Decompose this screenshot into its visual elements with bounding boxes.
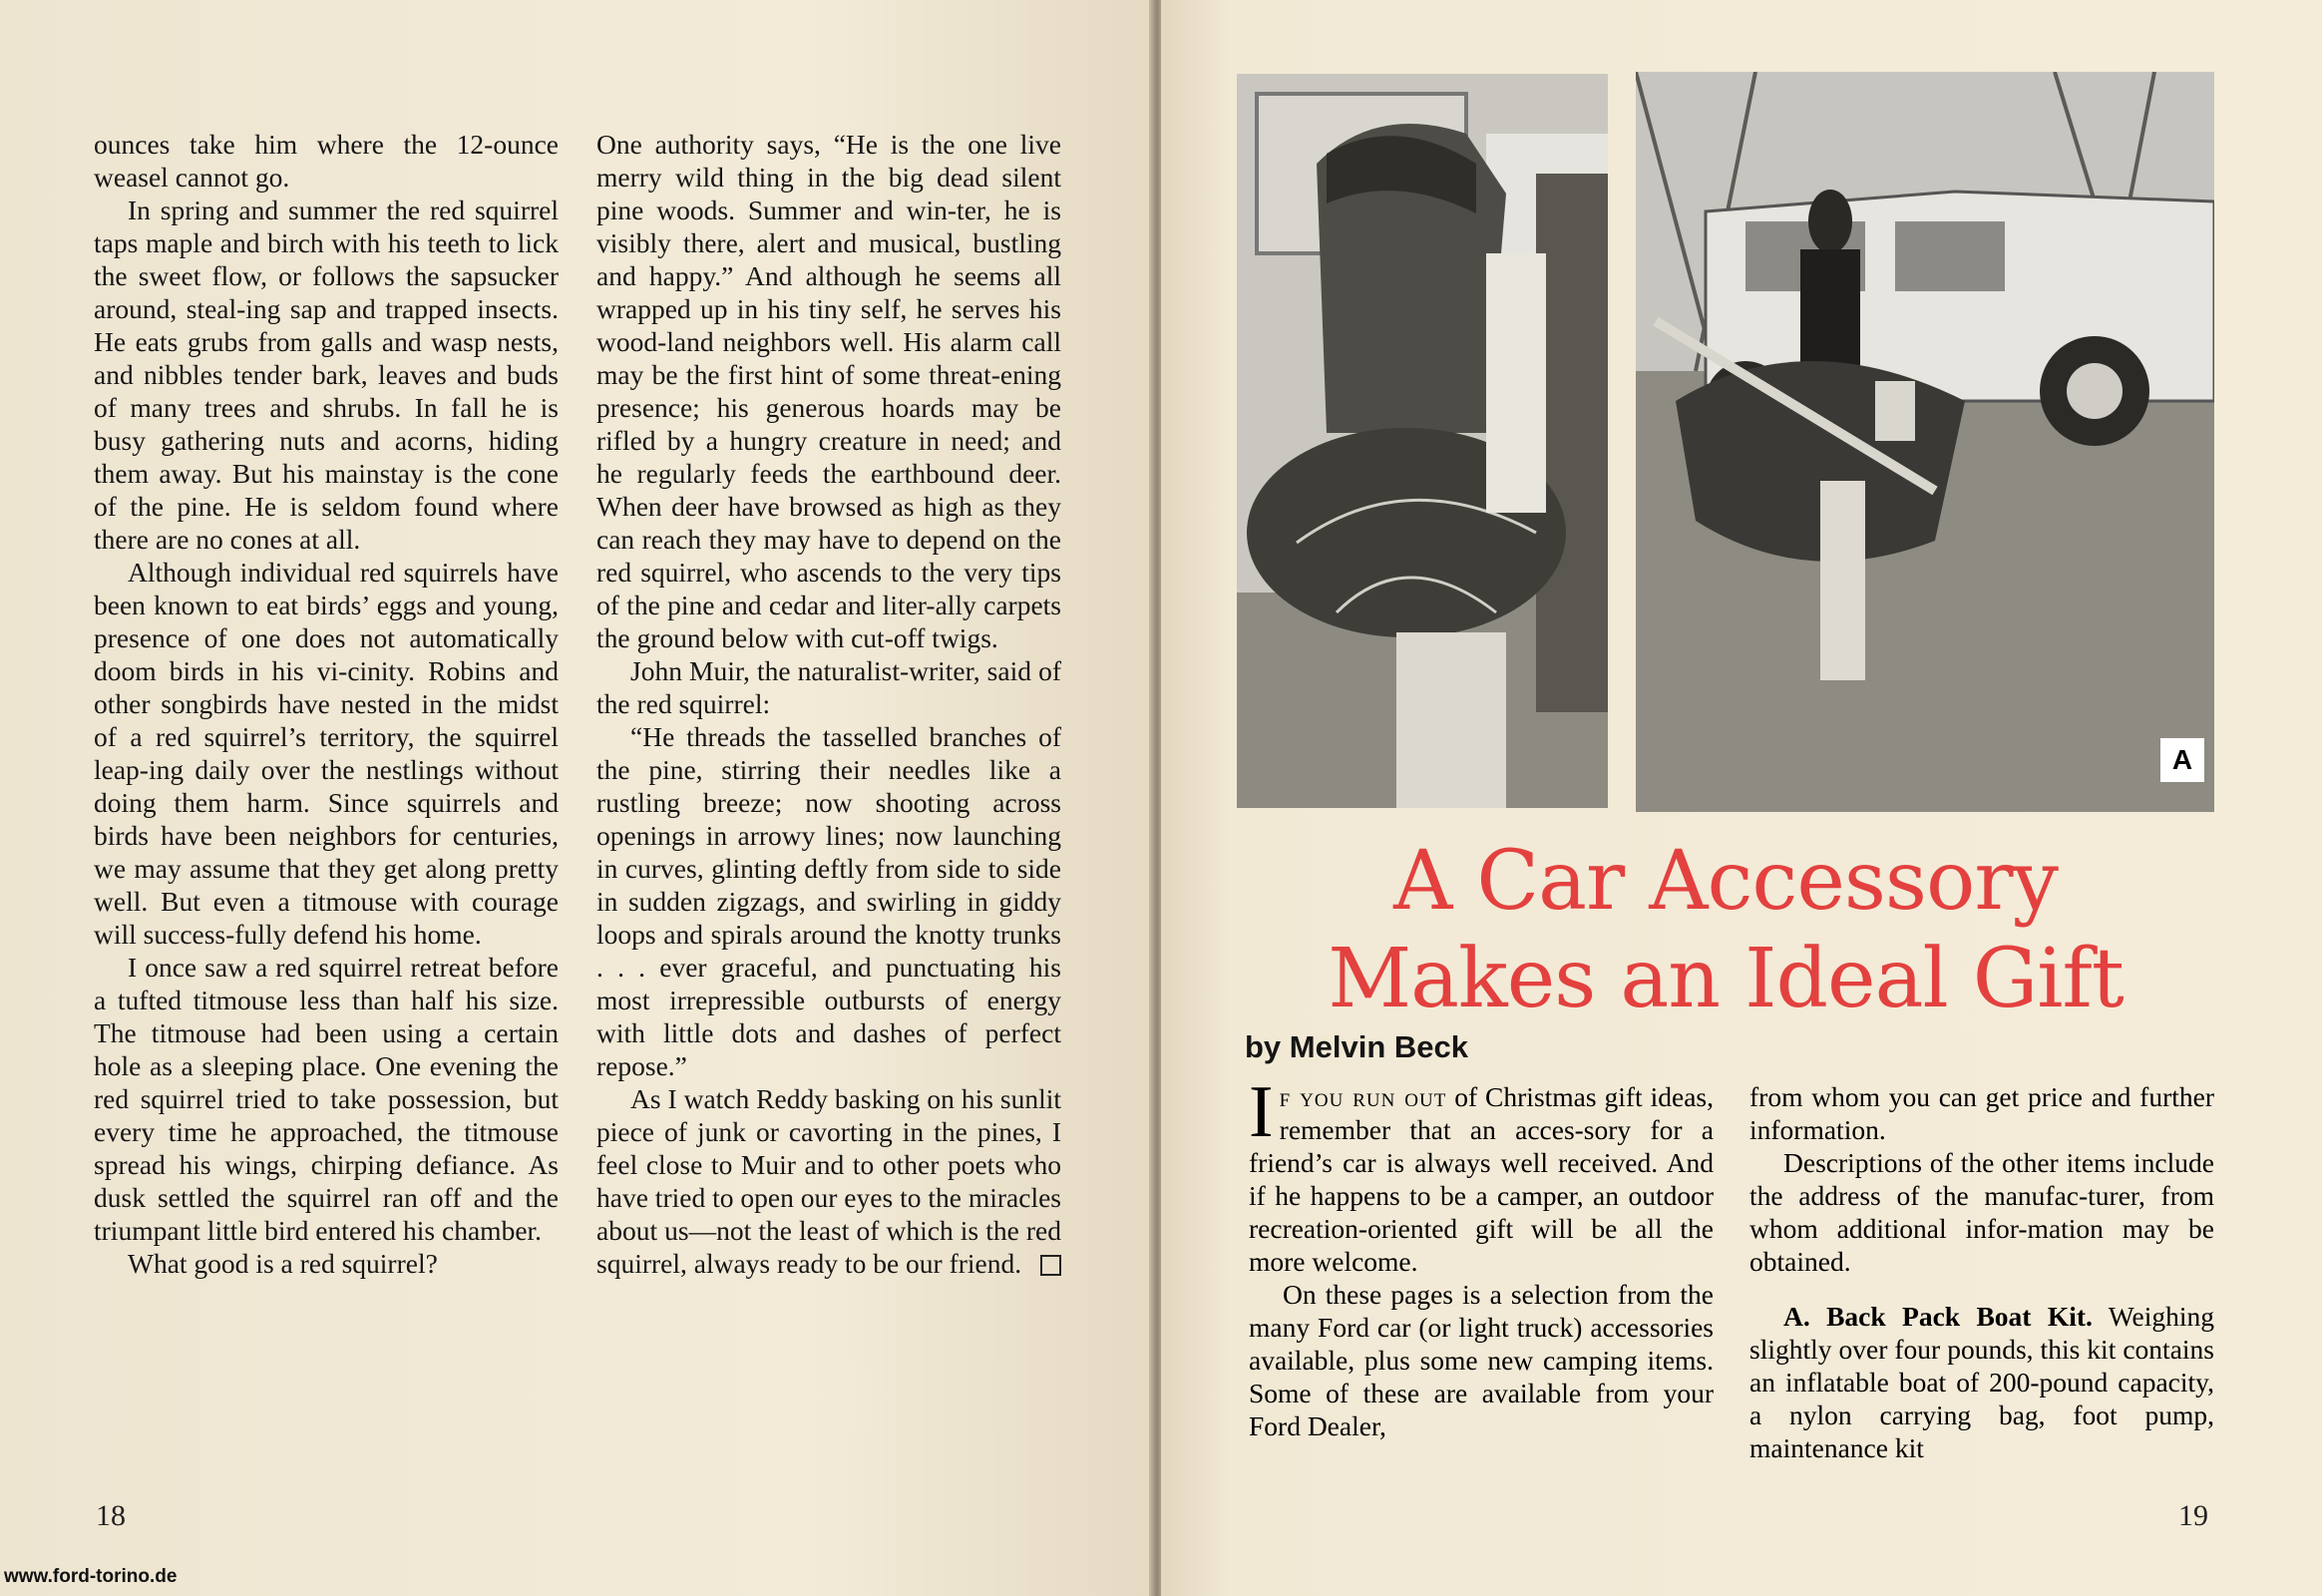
photo-boat-kit [1636, 72, 2214, 812]
page-number-right: 19 [2178, 1499, 2208, 1532]
paragraph: John Muir, the naturalist-writer, said of the red squirrel: [596, 655, 1061, 719]
paragraph: Although individual red squirrels have been known to eat birds’ eggs and young, presence of one does not automatically doom birds in his vi-cinity. Robins and other songbirds have nested in the midst of a red squirrel’s territory, the squirrel leap-ing daily over the nestlings without doing them harm. Since squirrels and birds have been neighbors for centuries, we may assume that they get along pretty well. But even a titmouse with courage will success-fully defend his home. [94, 557, 559, 950]
paragraph [596, 1082, 1061, 1280]
paragraph: I once saw a red squirrel retreat before a tufted titmouse less than half his size. The titmouse had been using a certain hole as a sleeping place. One evening the red squirrel tried to take possession, but every time he approached, the titmouse spread his wings, chirping defiance. As dusk settled the squirrel ran off and the triumpant little bird entered his chamber. [94, 952, 559, 1246]
right-column-2 [1749, 1080, 2214, 1464]
dropcap: I [1249, 1071, 1274, 1153]
headline-line-2: Makes an Ideal Gift [1328, 932, 2124, 1026]
paragraph-text: As I watch Reddy basking on his sunlit piece of junk or cavorting in the pines, I feel close to Muir and to other poets who have tried to open our eyes to the miracles about us—not the least of which is the red squirrel, always ready to be our friend. [596, 1083, 1061, 1279]
photo-backpack-camper [1237, 74, 1608, 808]
left-column-1 [94, 128, 559, 1280]
left-page [0, 0, 1155, 1596]
backpack-photo-illustration [1237, 74, 1608, 808]
item-title: A. Back Pack Boat Kit. [1783, 1301, 2093, 1332]
paragraph: ounces take him where the 12-ounce weasel cannot go. [94, 129, 559, 193]
lead-smallcaps: f you run out [1279, 1081, 1447, 1112]
opening-paragraph [1249, 1071, 1714, 1278]
boat-photo-illustration [1636, 72, 2214, 812]
watermark: www.ford-torino.de [4, 1566, 178, 1587]
paragraph: On these pages is a selection from the many Ford car (or light truck) accessories available, plus some new camping items. Some of these are available from your Ford Dealer, [1249, 1279, 1714, 1441]
page-number-left: 18 [96, 1499, 126, 1532]
item-paragraph [1749, 1300, 2214, 1464]
end-mark-icon [1040, 1255, 1061, 1276]
paragraph: from whom you can get price and further information. [1749, 1081, 2214, 1145]
paragraph: Descriptions of the other items include the address of the manufac-turer, from whom additional infor-mation may be obtained. [1749, 1147, 2214, 1277]
byline: by Melvin Beck [1245, 1029, 1468, 1064]
paragraph: What good is a red squirrel? [128, 1248, 438, 1279]
photo-label-a: A [2160, 738, 2204, 782]
quote-paragraph: “He threads the tasselled branches of the pine, stirring their needles like a rustling breeze; now shooting across openings in arrowy lines; now launching in curves, glinting deftly from side to side in sudden zigzags, and swirling in giddy loops and spirals around the knotty trunks . . . ever graceful, and punctuating his most irrepressible outbursts of energy with little dots and dashes of perfect repose.” [596, 721, 1061, 1081]
paragraph-text: of Christmas gift ideas, remember that an acces-sory for a friend’s car is always well received. And if he happens to be a camper, an outdoor recreation-oriented gift will be all the more welcome. [1249, 1081, 1714, 1277]
right-column-1 [1249, 1071, 1714, 1442]
paragraph: One authority says, “He is the one live merry wild thing in the big dead silent pine woods. Summer and win-ter, he is visibly there, alert and musical, bustling and happy.” And although he seems all wrapped up in his tiny self, he serves his wood-land neighbors well. His alarm call may be the first hint of some threat-ening presence; his generous hoards may be rifled by a hungry creature in need; and he regularly feeds the earthbound deer. When deer have browsed as high as they can reach they may have to depend on the red squirrel, who ascends to the very tips of the pine and cedar and liter-ally carpets the ground below with cut-off twigs. [596, 129, 1061, 653]
paragraph: In spring and summer the red squirrel taps maple and birch with his teeth to lick the sweet flow, or follows the sapsucker around, steal-ing sap and trapped insects. He eats grubs from galls and wasp nests, and nibbles tender bark, leaves and buds of many trees and shrubs. In fall he is busy gathering nuts and acorns, hiding them away. But his mainstay is the cone of the pine. He is seldom found where there are no cones at all. [94, 195, 559, 555]
paragraph-text: Weighing slightly over four pounds, this kit contains an inflatable boat of 200-pound capacity, a nylon carrying bag, foot pump, maintenance kit [1749, 1301, 2214, 1463]
headline-line-1: A Car Accessory [1393, 834, 2058, 929]
left-column-2 [596, 128, 1061, 1280]
